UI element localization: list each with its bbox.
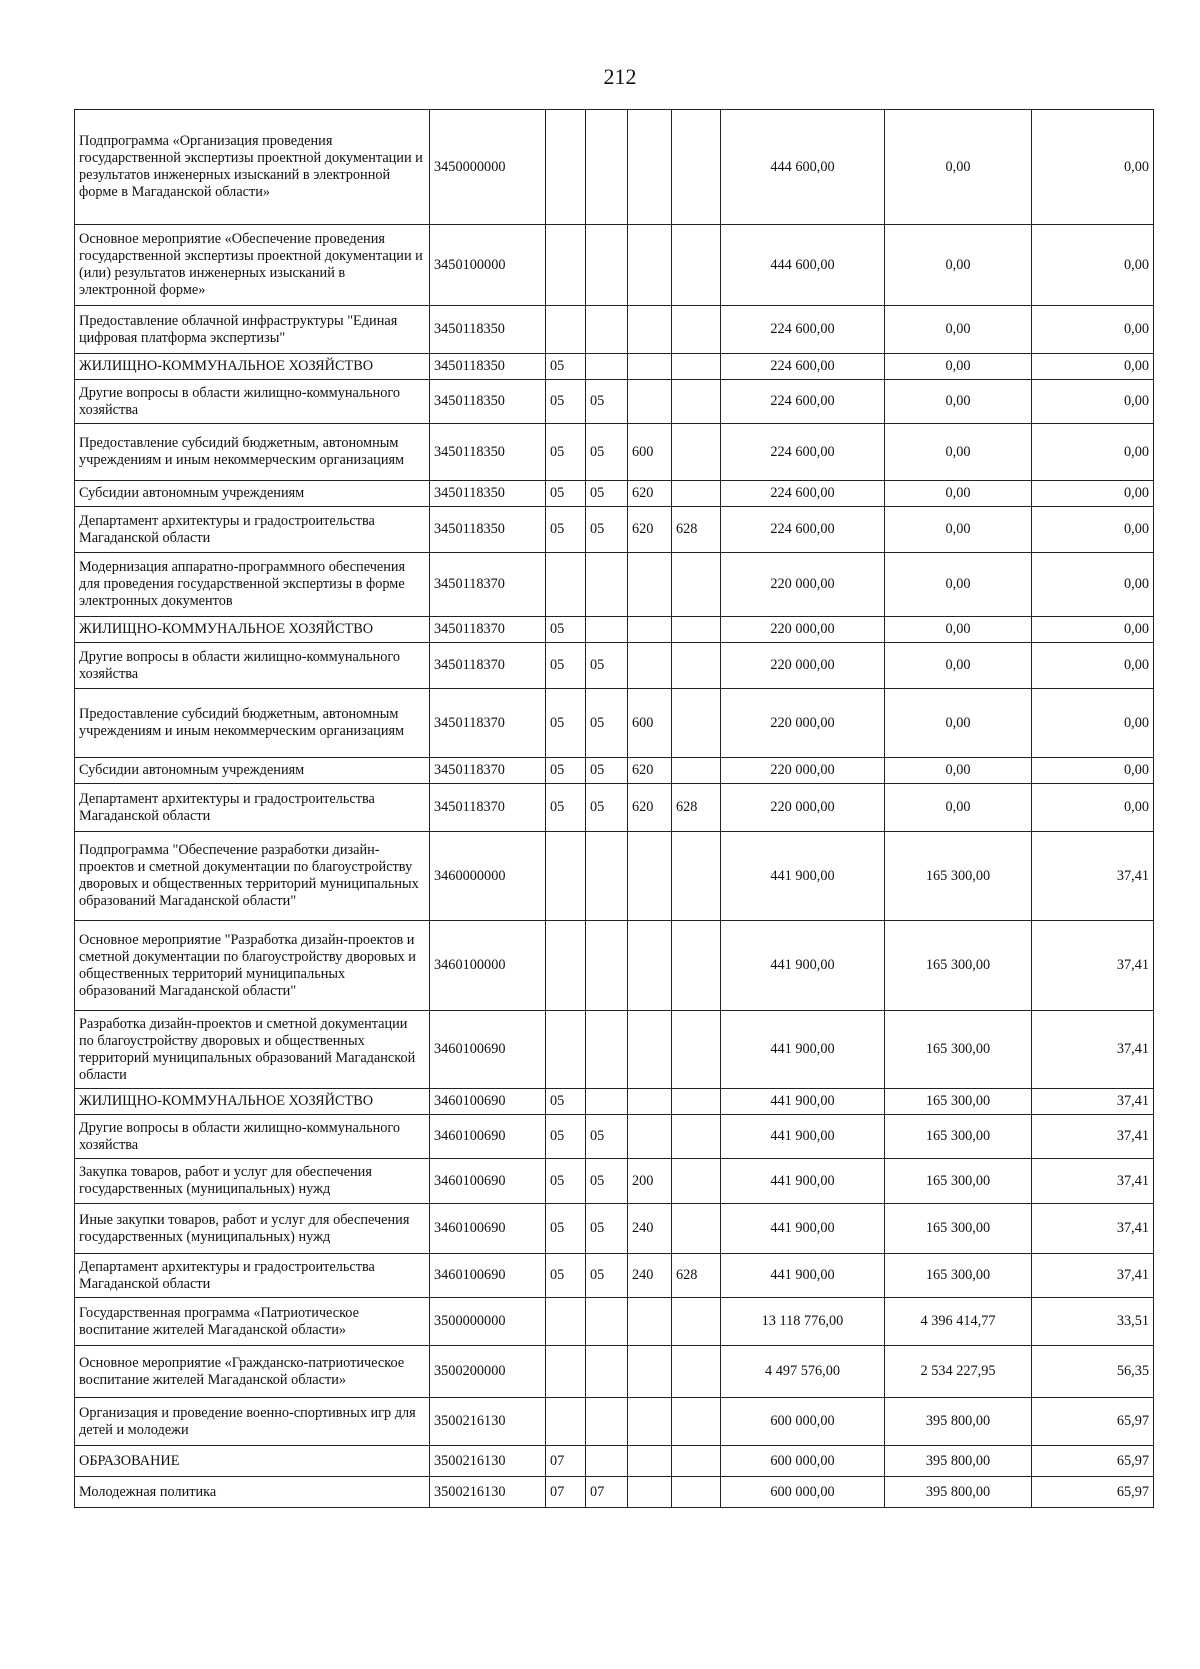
table-row: [75, 832, 1154, 921]
cell-percent: 37,41: [1032, 921, 1154, 1011]
cell-section: 05: [546, 1254, 586, 1298]
cell-percent: 0,00: [1032, 424, 1154, 481]
cell-target-code: 3460100690: [430, 1089, 546, 1115]
table-row: [75, 110, 1154, 225]
cell-subsection: [586, 354, 628, 380]
table-row: [75, 424, 1154, 481]
cell-subsection: [586, 306, 628, 354]
cell-budget-manager: [672, 921, 721, 1011]
cell-plan-amount: 600 000,00: [721, 1446, 885, 1477]
cell-plan-amount: 441 900,00: [721, 1254, 885, 1298]
cell-plan-amount: 13 118 776,00: [721, 1298, 885, 1346]
cell-section: 05: [546, 784, 586, 832]
cell-actual-amount: 165 300,00: [885, 832, 1032, 921]
cell-expense-type: 240: [628, 1254, 672, 1298]
cell-name: Основное мероприятие «Гражданско-патриотическое воспитание жителей Магаданской области»: [75, 1346, 430, 1398]
cell-subsection: 05: [586, 507, 628, 553]
cell-expense-type: [628, 1298, 672, 1346]
cell-expense-type: [628, 553, 672, 617]
cell-subsection: [586, 921, 628, 1011]
table-row: [75, 689, 1154, 758]
cell-percent: 37,41: [1032, 1089, 1154, 1115]
cell-actual-amount: 0,00: [885, 110, 1032, 225]
table-row: [75, 617, 1154, 643]
cell-target-code: 3460100690: [430, 1254, 546, 1298]
cell-expense-type: [628, 110, 672, 225]
cell-subsection: [586, 225, 628, 306]
cell-name: ЖИЛИЩНО-КОММУНАЛЬНОЕ ХОЗЯЙСТВО: [75, 617, 430, 643]
cell-budget-manager: 628: [672, 507, 721, 553]
cell-target-code: 3450118350: [430, 380, 546, 424]
cell-expense-type: [628, 921, 672, 1011]
cell-plan-amount: 441 900,00: [721, 1204, 885, 1254]
cell-actual-amount: 395 800,00: [885, 1446, 1032, 1477]
cell-subsection: [586, 1398, 628, 1446]
cell-expense-type: [628, 617, 672, 643]
table-row: [75, 1159, 1154, 1204]
cell-target-code: 3450118370: [430, 643, 546, 689]
cell-expense-type: 620: [628, 784, 672, 832]
table-row: [75, 1477, 1154, 1508]
cell-plan-amount: 220 000,00: [721, 643, 885, 689]
cell-budget-manager: [672, 758, 721, 784]
cell-section: 05: [546, 689, 586, 758]
cell-percent: 0,00: [1032, 306, 1154, 354]
cell-target-code: 3450100000: [430, 225, 546, 306]
cell-budget-manager: [672, 1115, 721, 1159]
cell-budget-manager: [672, 617, 721, 643]
cell-section: [546, 1298, 586, 1346]
cell-subsection: 05: [586, 1204, 628, 1254]
table-row: [75, 481, 1154, 507]
cell-expense-type: 600: [628, 424, 672, 481]
cell-expense-type: 200: [628, 1159, 672, 1204]
cell-percent: 0,00: [1032, 380, 1154, 424]
table-row: [75, 643, 1154, 689]
cell-plan-amount: 224 600,00: [721, 507, 885, 553]
cell-section: [546, 306, 586, 354]
cell-percent: 0,00: [1032, 507, 1154, 553]
cell-target-code: 3450118370: [430, 784, 546, 832]
cell-plan-amount: 220 000,00: [721, 784, 885, 832]
cell-subsection: 05: [586, 643, 628, 689]
table-row: [75, 1298, 1154, 1346]
cell-percent: 56,35: [1032, 1346, 1154, 1398]
cell-actual-amount: 165 300,00: [885, 1254, 1032, 1298]
cell-budget-manager: [672, 832, 721, 921]
cell-section: 05: [546, 1159, 586, 1204]
cell-name: Основное мероприятие «Обеспечение проведения государственной экспертизы проектной документации и (или) результатов инженерных изысканий в электронной форме»: [75, 225, 430, 306]
cell-percent: 37,41: [1032, 1159, 1154, 1204]
cell-section: 07: [546, 1446, 586, 1477]
cell-section: [546, 1011, 586, 1089]
cell-subsection: 07: [586, 1477, 628, 1508]
cell-actual-amount: 0,00: [885, 617, 1032, 643]
cell-expense-type: 600: [628, 689, 672, 758]
cell-budget-manager: [672, 380, 721, 424]
cell-name: Подпрограмма "Обеспечение разработки дизайн-проектов и сметной документации по благоустройству дворовых и общественных территорий муниципальных образований Магаданской области": [75, 832, 430, 921]
cell-subsection: 05: [586, 380, 628, 424]
cell-target-code: 3500216130: [430, 1446, 546, 1477]
cell-target-code: 3450118350: [430, 306, 546, 354]
cell-section: 05: [546, 424, 586, 481]
cell-budget-manager: [672, 1159, 721, 1204]
cell-percent: 0,00: [1032, 617, 1154, 643]
cell-budget-manager: [672, 1089, 721, 1115]
cell-budget-manager: [672, 110, 721, 225]
cell-percent: 37,41: [1032, 1011, 1154, 1089]
cell-actual-amount: 0,00: [885, 424, 1032, 481]
cell-percent: 0,00: [1032, 689, 1154, 758]
cell-actual-amount: 165 300,00: [885, 1159, 1032, 1204]
cell-plan-amount: 441 900,00: [721, 1011, 885, 1089]
cell-subsection: [586, 617, 628, 643]
cell-plan-amount: 441 900,00: [721, 1159, 885, 1204]
cell-target-code: 3460000000: [430, 832, 546, 921]
cell-target-code: 3450000000: [430, 110, 546, 225]
cell-expense-type: [628, 354, 672, 380]
cell-percent: 37,41: [1032, 1204, 1154, 1254]
cell-target-code: 3460100690: [430, 1204, 546, 1254]
cell-target-code: 3450118370: [430, 617, 546, 643]
cell-actual-amount: 0,00: [885, 481, 1032, 507]
cell-expense-type: [628, 1089, 672, 1115]
cell-actual-amount: 0,00: [885, 643, 1032, 689]
cell-name: Подпрограмма «Организация проведения государственной экспертизы проектной документации и результатов инженерных изысканий в электронной форме в Магаданской области»: [75, 110, 430, 225]
cell-name: Департамент архитектуры и градостроительства Магаданской области: [75, 1254, 430, 1298]
budget-table: [74, 109, 1154, 1508]
cell-expense-type: [628, 380, 672, 424]
cell-target-code: 3460100000: [430, 921, 546, 1011]
cell-name: Предоставление субсидий бюджетным, автономным учреждениям и иным некоммерческим организациям: [75, 689, 430, 758]
cell-target-code: 3450118350: [430, 424, 546, 481]
cell-target-code: 3500000000: [430, 1298, 546, 1346]
cell-actual-amount: 0,00: [885, 306, 1032, 354]
table-row: [75, 354, 1154, 380]
cell-actual-amount: 165 300,00: [885, 1011, 1032, 1089]
cell-section: [546, 110, 586, 225]
cell-budget-manager: [672, 1477, 721, 1508]
cell-subsection: 05: [586, 1254, 628, 1298]
cell-name: Другие вопросы в области жилищно-коммунального хозяйства: [75, 380, 430, 424]
cell-plan-amount: 224 600,00: [721, 354, 885, 380]
cell-budget-manager: [672, 1346, 721, 1398]
cell-percent: 0,00: [1032, 784, 1154, 832]
cell-actual-amount: 2 534 227,95: [885, 1346, 1032, 1398]
cell-section: [546, 553, 586, 617]
cell-target-code: 3460100690: [430, 1011, 546, 1089]
table-row: [75, 1011, 1154, 1089]
table-row: [75, 1254, 1154, 1298]
cell-plan-amount: 441 900,00: [721, 832, 885, 921]
cell-target-code: 3450118350: [430, 481, 546, 507]
table-row: [75, 1398, 1154, 1446]
cell-name: Организация и проведение военно-спортивных игр для детей и молодежи: [75, 1398, 430, 1446]
cell-plan-amount: 224 600,00: [721, 306, 885, 354]
cell-name: Департамент архитектуры и градостроительства Магаданской области: [75, 507, 430, 553]
cell-plan-amount: 600 000,00: [721, 1477, 885, 1508]
cell-target-code: 3500200000: [430, 1346, 546, 1398]
cell-section: 05: [546, 507, 586, 553]
cell-percent: 37,41: [1032, 1254, 1154, 1298]
cell-subsection: 05: [586, 784, 628, 832]
cell-plan-amount: 4 497 576,00: [721, 1346, 885, 1398]
cell-name: Субсидии автономным учреждениям: [75, 758, 430, 784]
cell-target-code: 3450118350: [430, 354, 546, 380]
table-row: [75, 225, 1154, 306]
cell-name: Государственная программа «Патриотическое воспитание жителей Магаданской области»: [75, 1298, 430, 1346]
table-row: [75, 921, 1154, 1011]
cell-actual-amount: 0,00: [885, 758, 1032, 784]
table-body: [75, 110, 1154, 1508]
cell-actual-amount: 0,00: [885, 553, 1032, 617]
table-row: [75, 1089, 1154, 1115]
cell-subsection: [586, 553, 628, 617]
cell-budget-manager: [672, 1204, 721, 1254]
cell-plan-amount: 220 000,00: [721, 689, 885, 758]
cell-name: Иные закупки товаров, работ и услуг для обеспечения государственных (муниципальных) нужд: [75, 1204, 430, 1254]
cell-percent: 65,97: [1032, 1477, 1154, 1508]
cell-budget-manager: [672, 424, 721, 481]
cell-percent: 0,00: [1032, 354, 1154, 380]
cell-target-code: 3500216130: [430, 1477, 546, 1508]
cell-plan-amount: 600 000,00: [721, 1398, 885, 1446]
cell-expense-type: [628, 1115, 672, 1159]
cell-percent: 0,00: [1032, 481, 1154, 507]
cell-percent: 65,97: [1032, 1446, 1154, 1477]
table-row: [75, 553, 1154, 617]
cell-section: [546, 921, 586, 1011]
cell-section: 05: [546, 481, 586, 507]
cell-subsection: 05: [586, 481, 628, 507]
cell-budget-manager: 628: [672, 1254, 721, 1298]
cell-actual-amount: 0,00: [885, 689, 1032, 758]
cell-name: Другие вопросы в области жилищно-коммунального хозяйства: [75, 1115, 430, 1159]
cell-expense-type: [628, 832, 672, 921]
cell-expense-type: [628, 225, 672, 306]
cell-expense-type: [628, 1398, 672, 1446]
cell-expense-type: [628, 1346, 672, 1398]
cell-target-code: 3450118370: [430, 553, 546, 617]
cell-subsection: [586, 1446, 628, 1477]
table-row: [75, 784, 1154, 832]
cell-plan-amount: 220 000,00: [721, 553, 885, 617]
cell-budget-manager: [672, 1398, 721, 1446]
cell-subsection: [586, 1346, 628, 1398]
cell-plan-amount: 224 600,00: [721, 424, 885, 481]
cell-actual-amount: 165 300,00: [885, 1089, 1032, 1115]
cell-subsection: 05: [586, 689, 628, 758]
cell-percent: 65,97: [1032, 1398, 1154, 1446]
cell-plan-amount: 444 600,00: [721, 110, 885, 225]
table-row: [75, 1446, 1154, 1477]
cell-name: Субсидии автономным учреждениям: [75, 481, 430, 507]
cell-subsection: [586, 110, 628, 225]
cell-plan-amount: 441 900,00: [721, 921, 885, 1011]
cell-name: ОБРАЗОВАНИЕ: [75, 1446, 430, 1477]
cell-name: Закупка товаров, работ и услуг для обеспечения государственных (муниципальных) нужд: [75, 1159, 430, 1204]
cell-budget-manager: [672, 1298, 721, 1346]
cell-section: 05: [546, 1204, 586, 1254]
cell-budget-manager: 628: [672, 784, 721, 832]
cell-expense-type: [628, 1011, 672, 1089]
cell-section: 05: [546, 354, 586, 380]
cell-expense-type: [628, 1446, 672, 1477]
cell-name: Молодежная политика: [75, 1477, 430, 1508]
cell-section: 05: [546, 1089, 586, 1115]
cell-subsection: [586, 832, 628, 921]
cell-name: Разработка дизайн-проектов и сметной документации по благоустройству дворовых и общественных территорий муниципальных образований Магаданской области: [75, 1011, 430, 1089]
page-number: 212: [603, 64, 637, 89]
cell-percent: 0,00: [1032, 110, 1154, 225]
cell-budget-manager: [672, 1011, 721, 1089]
cell-percent: 0,00: [1032, 643, 1154, 689]
cell-percent: 0,00: [1032, 758, 1154, 784]
cell-target-code: 3500216130: [430, 1398, 546, 1446]
cell-percent: 37,41: [1032, 1115, 1154, 1159]
table-row: [75, 380, 1154, 424]
cell-plan-amount: 224 600,00: [721, 380, 885, 424]
table-row: [75, 1346, 1154, 1398]
cell-name: ЖИЛИЩНО-КОММУНАЛЬНОЕ ХОЗЯЙСТВО: [75, 1089, 430, 1115]
cell-budget-manager: [672, 306, 721, 354]
cell-plan-amount: 441 900,00: [721, 1089, 885, 1115]
cell-actual-amount: 395 800,00: [885, 1477, 1032, 1508]
cell-name: Модернизация аппаратно-программного обеспечения для проведения государственной экспертизы в форме электронных документов: [75, 553, 430, 617]
cell-name: Предоставление субсидий бюджетным, автономным учреждениям и иным некоммерческим организациям: [75, 424, 430, 481]
cell-plan-amount: 224 600,00: [721, 481, 885, 507]
cell-expense-type: [628, 643, 672, 689]
cell-percent: 0,00: [1032, 553, 1154, 617]
cell-section: [546, 225, 586, 306]
cell-expense-type: 240: [628, 1204, 672, 1254]
cell-target-code: 3460100690: [430, 1159, 546, 1204]
cell-section: [546, 1398, 586, 1446]
cell-section: [546, 832, 586, 921]
cell-target-code: 3450118350: [430, 507, 546, 553]
cell-actual-amount: 395 800,00: [885, 1398, 1032, 1446]
cell-plan-amount: 220 000,00: [721, 758, 885, 784]
table-row: [75, 1115, 1154, 1159]
cell-subsection: [586, 1298, 628, 1346]
cell-percent: 37,41: [1032, 832, 1154, 921]
cell-actual-amount: 0,00: [885, 225, 1032, 306]
cell-target-code: 3450118370: [430, 689, 546, 758]
cell-budget-manager: [672, 1446, 721, 1477]
cell-subsection: 05: [586, 758, 628, 784]
cell-section: 05: [546, 380, 586, 424]
cell-section: 05: [546, 617, 586, 643]
table-row: [75, 1204, 1154, 1254]
cell-name: Другие вопросы в области жилищно-коммунального хозяйства: [75, 643, 430, 689]
cell-budget-manager: [672, 689, 721, 758]
cell-actual-amount: 165 300,00: [885, 1115, 1032, 1159]
cell-expense-type: 620: [628, 481, 672, 507]
table-row: [75, 306, 1154, 354]
cell-subsection: [586, 1011, 628, 1089]
cell-budget-manager: [672, 553, 721, 617]
cell-actual-amount: 4 396 414,77: [885, 1298, 1032, 1346]
cell-subsection: 05: [586, 1159, 628, 1204]
cell-actual-amount: 0,00: [885, 380, 1032, 424]
cell-actual-amount: 0,00: [885, 354, 1032, 380]
cell-budget-manager: [672, 643, 721, 689]
cell-subsection: [586, 1089, 628, 1115]
cell-subsection: 05: [586, 424, 628, 481]
cell-expense-type: 620: [628, 758, 672, 784]
cell-target-code: 3450118370: [430, 758, 546, 784]
cell-budget-manager: [672, 354, 721, 380]
cell-percent: 0,00: [1032, 225, 1154, 306]
cell-expense-type: 620: [628, 507, 672, 553]
cell-name: Основное мероприятие "Разработка дизайн-проектов и сметной документации по благоустройству дворовых и общественных территорий муниципальных образований Магаданской области": [75, 921, 430, 1011]
cell-actual-amount: 0,00: [885, 507, 1032, 553]
cell-plan-amount: 220 000,00: [721, 617, 885, 643]
cell-budget-manager: [672, 225, 721, 306]
cell-expense-type: [628, 306, 672, 354]
cell-section: 05: [546, 758, 586, 784]
cell-name: ЖИЛИЩНО-КОММУНАЛЬНОЕ ХОЗЯЙСТВО: [75, 354, 430, 380]
cell-section: [546, 1346, 586, 1398]
cell-plan-amount: 441 900,00: [721, 1115, 885, 1159]
cell-name: Предоставление облачной инфраструктуры "Единая цифровая платформа экспертизы": [75, 306, 430, 354]
cell-section: 05: [546, 1115, 586, 1159]
cell-target-code: 3460100690: [430, 1115, 546, 1159]
cell-name: Департамент архитектуры и градостроительства Магаданской области: [75, 784, 430, 832]
cell-section: 07: [546, 1477, 586, 1508]
cell-expense-type: [628, 1477, 672, 1508]
table-row: [75, 758, 1154, 784]
cell-section: 05: [546, 643, 586, 689]
cell-plan-amount: 444 600,00: [721, 225, 885, 306]
cell-percent: 33,51: [1032, 1298, 1154, 1346]
cell-budget-manager: [672, 481, 721, 507]
cell-actual-amount: 165 300,00: [885, 1204, 1032, 1254]
cell-subsection: 05: [586, 1115, 628, 1159]
cell-actual-amount: 165 300,00: [885, 921, 1032, 1011]
table-row: [75, 507, 1154, 553]
cell-actual-amount: 0,00: [885, 784, 1032, 832]
